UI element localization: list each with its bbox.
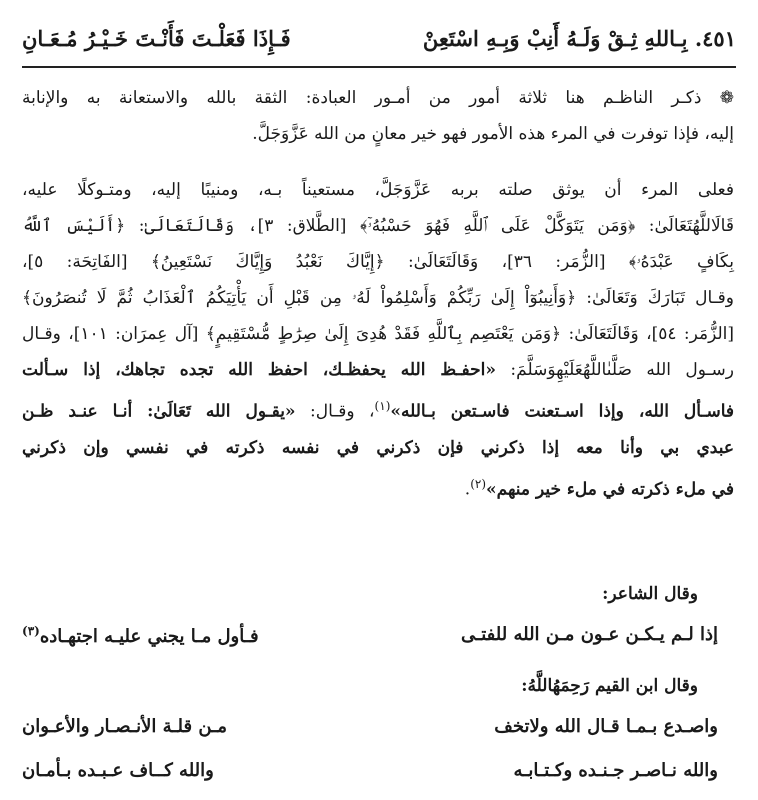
verse-first-hemistich: إذا لـم يـكـن عـون مـن الله للفتـى [460,624,718,645]
poet-attribution: وقال ابن القيم رَحِمَهُاللَّهُ: [521,676,698,696]
verse-first-hemistich: ٤٥١. بِـاللهِ ثِـقْ وَلَـهُ أَنِبْ وَبِـهِ اسْتَعِنْ [422,25,736,51]
hadith-line: فاسـأل الله، وإذا اسـتعنت فاسـتعن بـالله»$^{(١)}$، وقـال: «يقـول الله تَعَالَىٰ: أنـا عنـد ظـن [22,399,734,422]
hadith-line: في ملء ذكرته في ملء خير منهم»$^{(٢)}$. [464,476,734,500]
top-edge [0,0,758,6]
quran-citation-line: بِكَافٍ عَبْدَهُۥ﴾ [الزُّمَر: ٣٦]، وَقَالَتَعَالَىٰ: ﴿إِيَّاكَ نَعْبُدُ وَإِيَّاكَ نَسْتَعِينُ﴾ [الفَاتِحَة: ٥]، [22,252,734,272]
verse-first-hemistich: والله نـاصـر جـنـده وكـتـابـه [513,760,718,781]
quran-citation-line: وقـال تَبَارَكَ وَتَعَالَىٰ: ﴿وَأَنِيبُوٓاْ إِلَىٰ رَبِّكُمْ وَأَسْلِمُواْ لَهُۥ مِن قَبْلِ أَن يَأْتِيَكُمُ ٱلْعَذَابُ ثُمَّ لَا تُنصَرُونَ﴾ [22,288,734,308]
poem-verse [22,716,718,737]
text-line: فعلى المرء أن يوثق صلته بربه عَزَّوَجَلَّ، مستعيناً بـه، ومنيبًا إليه، ومتـوكلًا عليه، [22,180,734,200]
quran-citation-line: [الزُّمَر: ٥٤]، وَقَالَتَعَالَىٰ: ﴿وَمَن يَعْتَصِم بِٱللَّهِ فَقَدْ هُدِىَ إِلَىٰ صِرَٰطٍ مُّسْتَقِيمٍ﴾ [آل عِمرَان: ١٠١]، وقـال [22,324,734,344]
verse-second-hemistich: والله كــاف عـبـده بـأمـان [22,760,214,781]
quran-citation-line: قَالَاللَّهُتَعَالَىٰ: ﴿وَمَن يَتَوَكَّلْ عَلَى ٱللَّهِ فَهُوَ حَسْبُهُۥٓ﴾ [الطَّلاق: ٣]، وَقَالَتَعَالَىٰ: ﴿أَلَيْسَ ٱللَّهُ [22,216,734,236]
text-line: إليه، فإذا توفرت في المرء هذه الأمور فهو خير معانٍ من الله عَزَّوَجَلَّ. [252,124,734,144]
footnote-marker: (١) [374,399,391,413]
footnote-marker: (٢) [470,476,487,491]
poem-verse [22,760,718,781]
poet-attribution: وقال الشاعر: [602,584,698,604]
separator-rule [22,66,736,68]
poem-verse-451 [22,18,736,58]
verse-first-hemistich: واصـدع بـمـا قـال الله ولاتخف [494,716,718,737]
verse-second-hemistich: فَـإِذَا فَعَلْـتَ فَأَنْـتَ خَـيْـرُ مُـعَـانِ [22,25,291,51]
footnote-marker: (٣) [22,624,40,638]
commentary-paragraph-1 [22,80,734,152]
verse-second-hemistich: فـأول مـا يجني عليـه اجتهـاده$^{(٣)}$ [22,624,259,647]
commentary-paragraph-2 [22,172,734,507]
poem-verse [22,624,718,647]
hadith-line: عبدي بي وأنا معه إذا ذكرني فإن ذكرني في نفسه ذكرته في نفسي وإن ذكرني [22,437,734,458]
text-line: ❁ ذكـر الناظـم هنا ثلاثة أمور من أمـور العبادة: الثقة بالله والاستعانة به والإنابة [22,88,734,108]
verse-second-hemistich: مـن قلـة الأنـصـار والأعـوان [22,716,228,737]
hadith-line: رسـول الله صَلَّىٰاللَّهُعَلَيْهِوَسَلَّمَ: «احفـظ الله يحفظـك، احفظ الله تجده تجاهك، إذا سـألت [22,360,734,380]
